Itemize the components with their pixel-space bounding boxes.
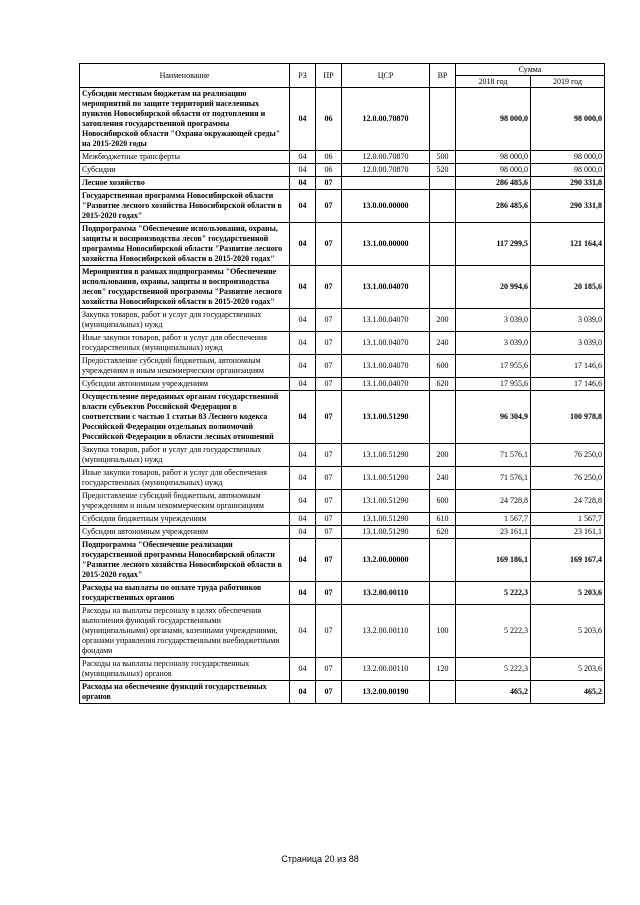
cell-vr: 200 [430, 309, 456, 332]
cell-rz: 04 [290, 309, 316, 332]
cell-csr: 13.2.00.00000 [342, 539, 430, 582]
cell-rz: 04 [290, 223, 316, 266]
cell-2019: 20 185,6 [531, 266, 605, 309]
cell-csr: 12.0.00.70870 [342, 164, 430, 177]
cell-pr: 07 [316, 309, 342, 332]
cell-rz: 04 [290, 467, 316, 490]
cell-rz: 04 [290, 266, 316, 309]
cell-2018: 5 222,3 [456, 582, 531, 605]
header-vr: ВР [430, 64, 456, 88]
cell-pr: 07 [316, 332, 342, 355]
cell-pr: 07 [316, 658, 342, 681]
cell-csr: 13.1.00.04070 [342, 355, 430, 378]
cell-name: Расходы на выплаты по оплате труда работников государственных органов [80, 582, 290, 605]
cell-2018: 117 299,5 [456, 223, 531, 266]
cell-csr: 12.0.00.70870 [342, 88, 430, 151]
cell-pr: 07 [316, 378, 342, 391]
cell-vr [430, 681, 456, 704]
cell-csr: 13.1.00.51290 [342, 444, 430, 467]
cell-csr: 13.2.00.00190 [342, 681, 430, 704]
header-2019: 2019 год [531, 76, 605, 88]
cell-name: Иные закупки товаров, работ и услуг для обеспечения государственных (муниципальных) нужд [80, 467, 290, 490]
cell-2019: 17 146,6 [531, 378, 605, 391]
cell-name: Субсидии автономным учреждениям [80, 378, 290, 391]
cell-pr: 07 [316, 391, 342, 444]
cell-pr: 07 [316, 190, 342, 223]
cell-name: Лесное хозяйство [80, 177, 290, 190]
cell-vr: 610 [430, 513, 456, 526]
cell-rz: 04 [290, 332, 316, 355]
cell-name: Иные закупки товаров, работ и услуг для обеспечения государственных (муниципальных) нужд [80, 332, 290, 355]
cell-vr: 520 [430, 164, 456, 177]
cell-2018: 1 567,7 [456, 513, 531, 526]
cell-vr [430, 539, 456, 582]
cell-2019: 98 000,0 [531, 164, 605, 177]
table-row [80, 190, 605, 223]
cell-2019: 169 167,4 [531, 539, 605, 582]
cell-rz: 04 [290, 177, 316, 190]
cell-pr: 07 [316, 355, 342, 378]
cell-vr [430, 190, 456, 223]
cell-name: Субсидии автономным учреждениям [80, 526, 290, 539]
table-row [80, 582, 605, 605]
cell-name: Осуществление переданных органам государственной власти субъектов Российской Федерации в соответствии с частью 1 статьи 83 Лесного кодекса Российской Федерации отдельных полномочий Российской Федерации в области лесных отношений [80, 391, 290, 444]
table-row [80, 444, 605, 467]
cell-pr: 07 [316, 605, 342, 658]
cell-vr: 600 [430, 355, 456, 378]
cell-rz: 04 [290, 164, 316, 177]
cell-2018: 5 222,3 [456, 605, 531, 658]
cell-name: Подпрограмма "Обеспечение использования, охраны, защиты и воспроизводства лесов" государственной программы Новосибирской области "Развитие лесного хозяйства Новосибирской области в 2015-2020 годах" [80, 223, 290, 266]
cell-2018: 169 186,1 [456, 539, 531, 582]
cell-2018: 3 039,0 [456, 309, 531, 332]
cell-csr: 13.1.00.04070 [342, 266, 430, 309]
cell-pr: 07 [316, 444, 342, 467]
header-2018: 2018 год [456, 76, 531, 88]
cell-vr: 120 [430, 658, 456, 681]
cell-csr: 13.1.00.51290 [342, 513, 430, 526]
cell-2019: 5 203,6 [531, 582, 605, 605]
cell-2019: 98 000,0 [531, 151, 605, 164]
cell-pr: 07 [316, 526, 342, 539]
cell-rz: 04 [290, 444, 316, 467]
cell-csr: 13.1.00.51290 [342, 490, 430, 513]
cell-2018: 24 728,8 [456, 490, 531, 513]
cell-pr: 07 [316, 513, 342, 526]
cell-pr: 07 [316, 490, 342, 513]
cell-rz: 04 [290, 190, 316, 223]
cell-2019: 5 203,6 [531, 658, 605, 681]
cell-name: Закупка товаров, работ и услуг для государственных (муниципальных) нужд [80, 444, 290, 467]
header-rz: РЗ [290, 64, 316, 88]
table-row [80, 391, 605, 444]
cell-pr: 07 [316, 467, 342, 490]
table-row [80, 526, 605, 539]
table-body [80, 88, 605, 704]
cell-2019: 76 250,0 [531, 467, 605, 490]
cell-name: Межбюджетные трансферты [80, 151, 290, 164]
cell-vr: 240 [430, 332, 456, 355]
cell-csr: 13.0.00.00000 [342, 190, 430, 223]
cell-name: Государственная программа Новосибирской области "Развитие лесного хозяйства Новосибирской области в 2015-2020 годах" [80, 190, 290, 223]
cell-name: Мероприятия в рамках подпрограммы "Обеспечение использования, охраны, защиты и воспроизводства лесов" государственной программы "Развитие лесного хозяйства Новосибирской области в 2015-2020 годах" [80, 266, 290, 309]
cell-2019: 17 146,6 [531, 355, 605, 378]
cell-vr [430, 177, 456, 190]
cell-rz: 04 [290, 88, 316, 151]
table-row [80, 605, 605, 658]
cell-rz: 04 [290, 151, 316, 164]
cell-2018: 5 222,3 [456, 658, 531, 681]
cell-csr: 13.2.00.00110 [342, 605, 430, 658]
cell-pr: 07 [316, 539, 342, 582]
cell-pr: 06 [316, 151, 342, 164]
cell-vr: 600 [430, 490, 456, 513]
table-row [80, 681, 605, 704]
cell-name: Субсидии местным бюджетам на реализацию мероприятий по защите территорий населенных пунктов Новосибирской области от подтопления и затопления государственной программы Новосибирской области "Охрана окружающей среды" на 2015-2020 годы [80, 88, 290, 151]
cell-csr: 13.1.00.51290 [342, 467, 430, 490]
cell-rz: 04 [290, 539, 316, 582]
cell-2019: 24 728,8 [531, 490, 605, 513]
cell-2018: 286 485,6 [456, 190, 531, 223]
cell-rz: 04 [290, 513, 316, 526]
cell-rz: 04 [290, 605, 316, 658]
cell-vr [430, 391, 456, 444]
cell-2018: 71 576,1 [456, 467, 531, 490]
cell-csr [342, 177, 430, 190]
cell-2019: 465,2 [531, 681, 605, 704]
cell-name: Предоставление субсидий бюджетным, автономным учреждениям и иным некоммерческим организациям [80, 355, 290, 378]
table-row [80, 332, 605, 355]
cell-vr [430, 266, 456, 309]
table-row [80, 513, 605, 526]
cell-vr: 200 [430, 444, 456, 467]
cell-csr: 13.1.00.04070 [342, 332, 430, 355]
cell-pr: 07 [316, 223, 342, 266]
cell-pr: 07 [316, 582, 342, 605]
cell-vr: 500 [430, 151, 456, 164]
table-row [80, 355, 605, 378]
table-row [80, 151, 605, 164]
cell-vr [430, 223, 456, 266]
cell-csr: 13.1.00.04070 [342, 378, 430, 391]
cell-csr: 13.2.00.00110 [342, 658, 430, 681]
cell-name: Закупка товаров, работ и услуг для государственных (муниципальных) нужд [80, 309, 290, 332]
header-sum: Сумма [456, 64, 605, 76]
cell-2018: 465,2 [456, 681, 531, 704]
cell-2018: 98 000,0 [456, 151, 531, 164]
cell-2018: 17 955,6 [456, 378, 531, 391]
cell-2019: 98 000,0 [531, 88, 605, 151]
cell-pr: 06 [316, 164, 342, 177]
cell-2019: 100 978,8 [531, 391, 605, 444]
page-number: Страница 20 из 88 [281, 854, 359, 864]
cell-name: Подпрограмма "Обеспечение реализации государственной программы Новосибирской области "Развитие лесного хозяйства Новосибирской области в 2015-2020 годах" [80, 539, 290, 582]
cell-csr: 13.1.00.51290 [342, 391, 430, 444]
cell-2018: 71 576,1 [456, 444, 531, 467]
budget-table [79, 63, 605, 704]
cell-2018: 20 994,6 [456, 266, 531, 309]
table-row [80, 309, 605, 332]
cell-2019: 290 331,8 [531, 177, 605, 190]
cell-csr: 12.0.00.70870 [342, 151, 430, 164]
table-row [80, 88, 605, 151]
cell-2019: 76 250,0 [531, 444, 605, 467]
cell-name: Расходы на обеспечение функций государственных органов [80, 681, 290, 704]
header-csr: ЦСР [342, 64, 430, 88]
cell-2019: 3 039,0 [531, 309, 605, 332]
table-row [80, 177, 605, 190]
cell-rz: 04 [290, 681, 316, 704]
cell-2019: 3 039,0 [531, 332, 605, 355]
cell-pr: 06 [316, 88, 342, 151]
cell-name: Расходы на выплаты персоналу государственных (муниципальных) органов [80, 658, 290, 681]
table-row [80, 223, 605, 266]
cell-rz: 04 [290, 391, 316, 444]
table-row [80, 467, 605, 490]
cell-vr: 620 [430, 526, 456, 539]
cell-name: Субсидии бюджетным учреждениям [80, 513, 290, 526]
cell-2019: 23 161,1 [531, 526, 605, 539]
table-row [80, 378, 605, 391]
table-row [80, 164, 605, 177]
cell-2019: 290 331,8 [531, 190, 605, 223]
cell-csr: 13.1.00.04070 [342, 309, 430, 332]
cell-vr: 240 [430, 467, 456, 490]
cell-2018: 286 485,6 [456, 177, 531, 190]
table-row [80, 539, 605, 582]
cell-name: Субсидии [80, 164, 290, 177]
cell-2018: 23 161,1 [456, 526, 531, 539]
cell-vr [430, 88, 456, 151]
cell-vr: 100 [430, 605, 456, 658]
cell-rz: 04 [290, 526, 316, 539]
cell-pr: 07 [316, 177, 342, 190]
header-pr: ПР [316, 64, 342, 88]
cell-rz: 04 [290, 582, 316, 605]
cell-name: Предоставление субсидий бюджетным, автономным учреждениям и иным некоммерческим организациям [80, 490, 290, 513]
cell-2018: 3 039,0 [456, 332, 531, 355]
cell-csr: 13.1.00.00000 [342, 223, 430, 266]
cell-rz: 04 [290, 355, 316, 378]
table-row [80, 658, 605, 681]
header-name: Наименование [80, 64, 290, 88]
cell-pr: 07 [316, 266, 342, 309]
cell-2018: 96 304,9 [456, 391, 531, 444]
cell-2018: 98 000,0 [456, 88, 531, 151]
cell-rz: 04 [290, 658, 316, 681]
table-row [80, 490, 605, 513]
cell-csr: 13.2.00.00110 [342, 582, 430, 605]
cell-name: Расходы на выплаты персоналу в целях обеспечения выполнения функций государственными (муниципальными) органами, казенными учреждениями, органами управления государственными внебюджетными фондами [80, 605, 290, 658]
cell-csr: 13.1.00.51290 [342, 526, 430, 539]
cell-rz: 04 [290, 378, 316, 391]
cell-vr [430, 582, 456, 605]
cell-2019: 121 164,4 [531, 223, 605, 266]
cell-rz: 04 [290, 490, 316, 513]
cell-2019: 5 203,6 [531, 605, 605, 658]
cell-vr: 620 [430, 378, 456, 391]
cell-pr: 07 [316, 681, 342, 704]
cell-2018: 17 955,6 [456, 355, 531, 378]
cell-2019: 1 567,7 [531, 513, 605, 526]
cell-2018: 98 000,0 [456, 164, 531, 177]
table-row [80, 266, 605, 309]
